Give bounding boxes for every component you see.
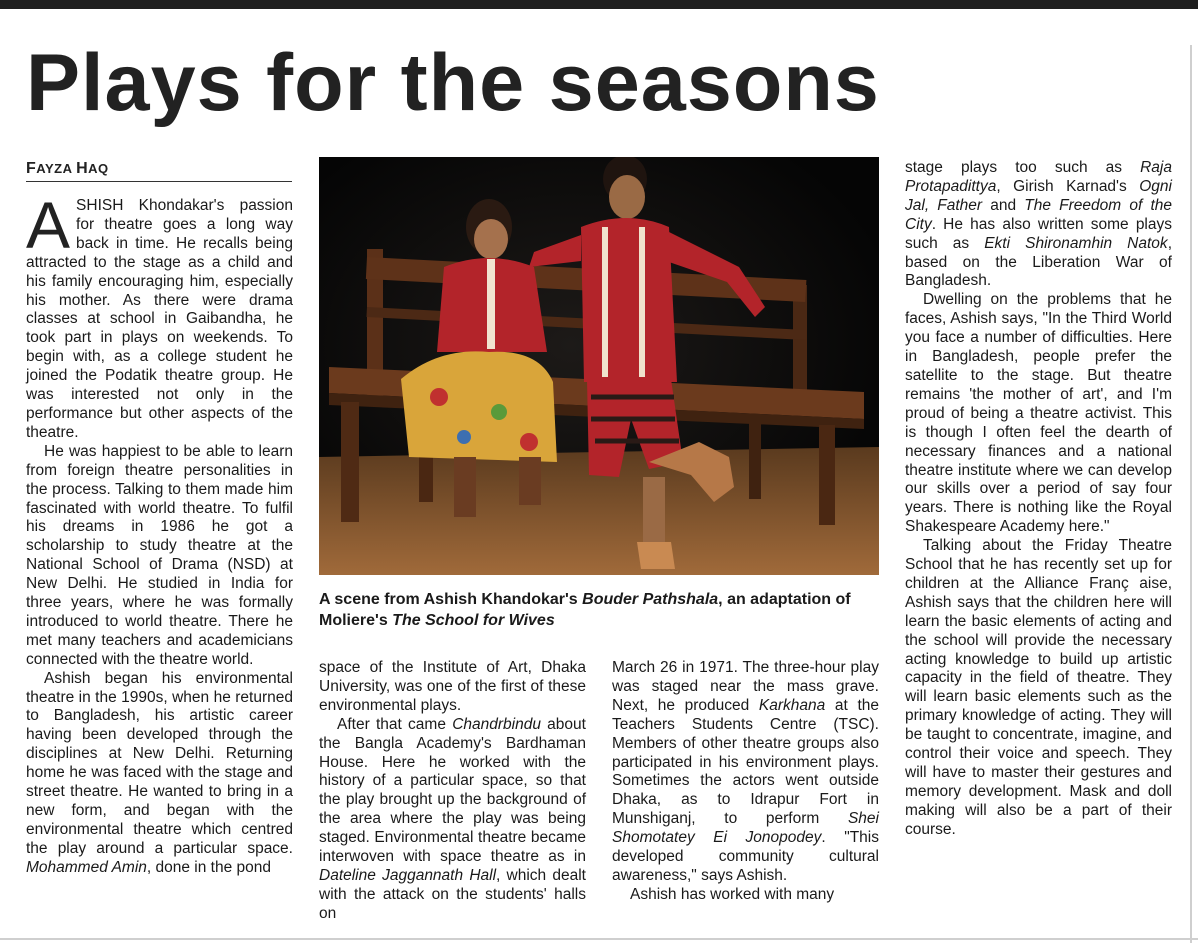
paragraph-text: , which dealt with the attack on the students' halls on [319, 866, 586, 922]
caption-text: , an adaptation of Moliere's [319, 591, 851, 629]
paragraph: Talking about the Friday Theatre School that he has recently set up for children at the Alliance Franç aise, Ashish says that the children here will learn the basic elements of acting and the school will provide the necessary acting knowledge to build up artistic capacity in the field of theatre. They will learn basic elements such as the primary knowledge of acting. They will be taught to concentrate, imagine, and control their voice and speech. They will have to master their gestures and memory development. Mask and doll making will also be a part of their course. [905, 537, 1172, 838]
paragraph [319, 716, 586, 924]
play-title: Ogni Jal, Father [905, 177, 1172, 214]
paragraph [905, 159, 1172, 291]
article-column-3 [612, 659, 879, 905]
paragraph-text: about the Bangla Academy's Bardhaman House. Here he worked with the history of a particular space, so that the play brought up the background of the area where the play was being staged. Environmental theatre became interwoven with space theatre as in [319, 715, 586, 866]
paragraph [612, 659, 879, 886]
play-title: Mohammed Amin [26, 858, 147, 876]
paragraph: space of the Institute of Art, Dhaka University, was one of the first of these environmental plays. [319, 659, 586, 714]
byline-initial-last: H [76, 160, 89, 177]
paragraph: Ashish has worked with many [630, 885, 835, 903]
play-title: Dateline Jaggannath Hall [319, 866, 497, 884]
paragraph-text: . He has also written some plays such as [905, 215, 1172, 252]
paragraph-text: March 26 in 1971. The three-hour play was staged near the mass grave. Next, he produced [612, 659, 879, 714]
drop-cap: A [26, 188, 71, 262]
paragraph: Dwelling on the problems that he faces, Ashish says, "In the Third World you face a number of difficulties. Here in Bangladesh, people prefer the satellite to the stage. But theatre remains 'the mother of art', and I'm proud of being a theatre activist. This is though I often feel the dearth of necessary finances and a national theatre institute where we can develop our skills over a period of say four years. There is nothing like the Royal Shakespeare Academy here." [905, 291, 1172, 536]
caption-text: A scene from Ashish Khandokar's [319, 591, 583, 608]
article-column-4 [905, 159, 1172, 840]
paragraph-text: , based on the Liberation War of Bangladesh. [905, 234, 1172, 290]
play-title: The Freedom of the City [905, 196, 1172, 233]
byline-rest-last: AQ [88, 161, 109, 176]
play-title: Raja Protapadittya [905, 159, 1172, 195]
byline-initial-first: F [26, 160, 37, 177]
play-title: Karkhana [758, 696, 826, 714]
play-title: Ekti Shironamhin Natok [984, 234, 1168, 252]
paragraph-text: Ashish began his environmental theatre in the 1990s, when he returned to Bangladesh, his artistic career having been developed through the disciplines at New Delhi. Returning home he was faced with the stage and street theatre. He wanted to bring in a new form, and began with the environmental theatre which centred the play around a particular space. [26, 669, 293, 857]
paragraph-text: , Girish Karnad's [996, 177, 1140, 195]
photo-caption [319, 589, 881, 631]
stage-photo [319, 157, 879, 575]
play-title: Shei Shomotatey Ei Jonopodey [612, 810, 879, 847]
paragraph-text: , done in the pond [146, 858, 271, 876]
byline [26, 160, 292, 182]
paragraph-text: After that came [337, 715, 453, 733]
byline-rest-first: AYZA [36, 161, 77, 176]
caption-play-title: Bouder Pathshala [582, 591, 719, 608]
article-column-1 [26, 188, 293, 878]
paragraph-text: SHISH Khondakar's passion for theatre goes a long way back in time. He recalls being attracted to the stage as a child and his family encouraging him, especially his mother. As there were drama classes at school in Gaibandha, he took part in plays on weekends. To begin with, as a college student he joined the Podatik theatre group. He was interested not only in the performance but other aspects of the theatre. [26, 197, 293, 441]
play-title: Chandrbindu [452, 715, 541, 733]
headline: Plays for the seasons [26, 38, 880, 128]
paragraph [26, 670, 293, 878]
stage-scene-illustration [319, 157, 879, 575]
article-column-2 [319, 659, 586, 924]
paragraph-text: . "This developed community cultural awareness," says Ashish. [612, 829, 880, 884]
caption-play-title: The School for Wives [392, 612, 555, 629]
paragraph-text: and [982, 196, 1025, 214]
paragraph-text: at the Teachers Students Centre (TSC). Members of other theatre groups also participated in his environment plays. Sometimes the actors went outside Dhaka, as to Idrapur Fort in Munshiganj, to perform [612, 696, 879, 828]
page-edge-rule [1190, 45, 1192, 943]
paragraph-text: stage plays too such as [905, 159, 1141, 176]
paragraph [26, 188, 293, 443]
paragraph: He was happiest to be able to learn from foreign theatre personalities in the process. Talking to them made him fascinated with world theatre. To fulfil his dreams in 1986 he got a scholarship to study theatre at the National School of Drama (NSD) at New Delhi. He studied in India for three years, where he was formally introduced to world theatre. There he met many teachers and academicians connected with the theatre world. [26, 442, 293, 668]
top-rule [0, 0, 1198, 9]
bottom-rule [0, 938, 1198, 940]
